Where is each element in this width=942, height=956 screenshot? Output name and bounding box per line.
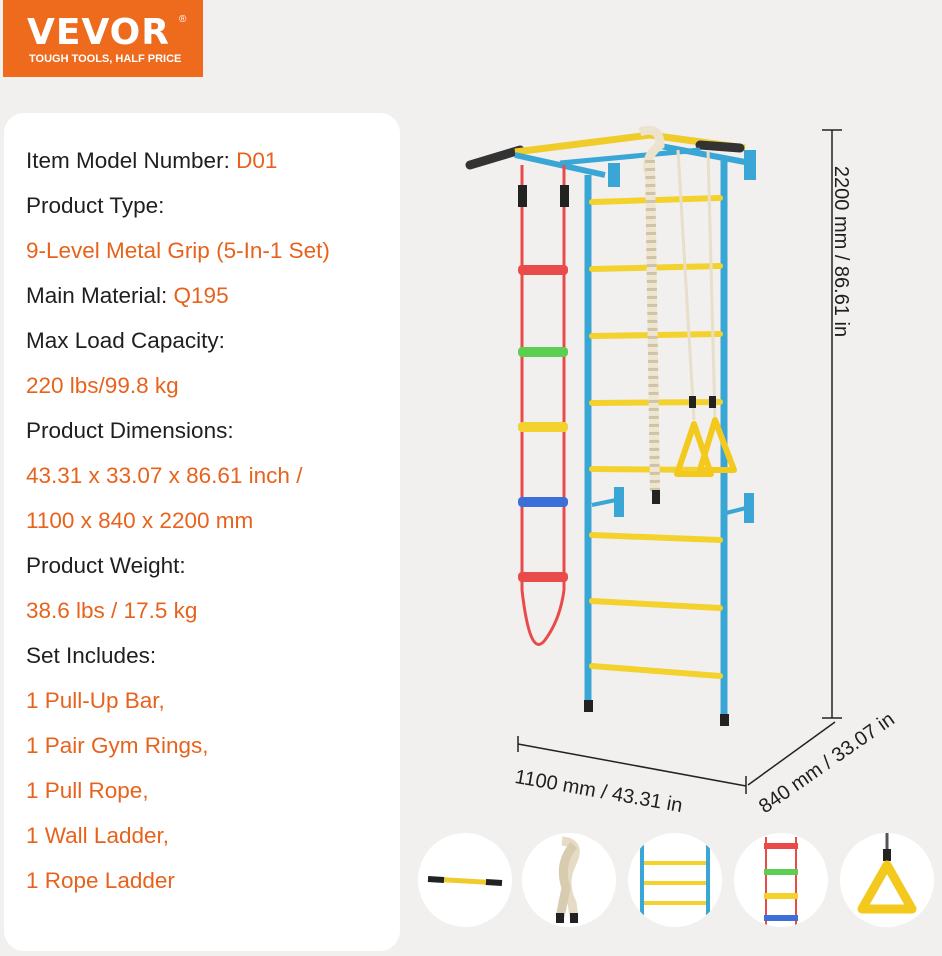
logo-registered: ® [179,14,187,25]
thumbnail-pull-rope[interactable] [522,833,616,927]
model-row [26,148,277,174]
weight-label: Product Weight: [26,553,186,578]
material-row [26,283,229,309]
rope-ladder-icon [734,833,828,927]
thumbnail-pull-up-bar[interactable] [418,833,512,927]
model-value: D01 [236,148,278,173]
rope-icon [522,833,616,927]
set-item: 1 Pull Rope, [26,778,149,803]
spec-panel [4,113,400,951]
material-value: Q195 [173,283,229,308]
width-dimension-label: 1100 mm / 43.31 in [513,766,685,818]
set-item: 1 Pull-Up Bar, [26,688,165,713]
rope-ladder [518,165,569,644]
pull-up-bar [470,135,745,175]
set-item: 1 Rope Ladder [26,868,175,893]
gym-ring-icon [840,833,934,927]
weight-value: 38.6 lbs / 17.5 kg [26,598,198,623]
material-label: Main Material: [26,283,174,308]
height-dimension-label: 2200 mm / 86.61 in [830,165,853,338]
dims-value-inch: 43.31 x 33.07 x 86.61 inch / [26,463,303,488]
logo-brand: VEVOR [27,12,171,53]
pull-up-bar-icon [418,833,512,927]
thumbnail-wall-ladder[interactable] [628,833,722,927]
load-label: Max Load Capacity: [26,328,225,353]
dims-value-mm: 1100 x 840 x 2200 mm [26,508,254,533]
vevor-logo [3,0,203,77]
type-value: 9-Level Metal Grip (5-In-1 Set) [26,238,330,263]
pull-rope [640,130,660,504]
thumbnail-rope-ladder[interactable] [734,833,828,927]
thumbnail-gym-ring[interactable] [840,833,934,927]
logo-tagline: TOUGH TOOLS, HALF PRICE [29,53,182,65]
wall-bracket [744,150,756,180]
set-item: 1 Wall Ladder, [26,823,169,848]
load-value: 220 lbs/99.8 kg [26,373,179,398]
ladder-icon [628,833,722,927]
dims-label: Product Dimensions: [26,418,234,443]
product-illustration [410,110,942,830]
set-label: Set Includes: [26,643,157,668]
set-item: 1 Pair Gym Rings, [26,733,209,758]
model-label: Item Model Number: [26,148,237,173]
type-label: Product Type: [26,193,165,218]
wall-bracket [608,163,620,187]
depth-dimension-label: 840 mm / 33.07 in [755,708,899,819]
